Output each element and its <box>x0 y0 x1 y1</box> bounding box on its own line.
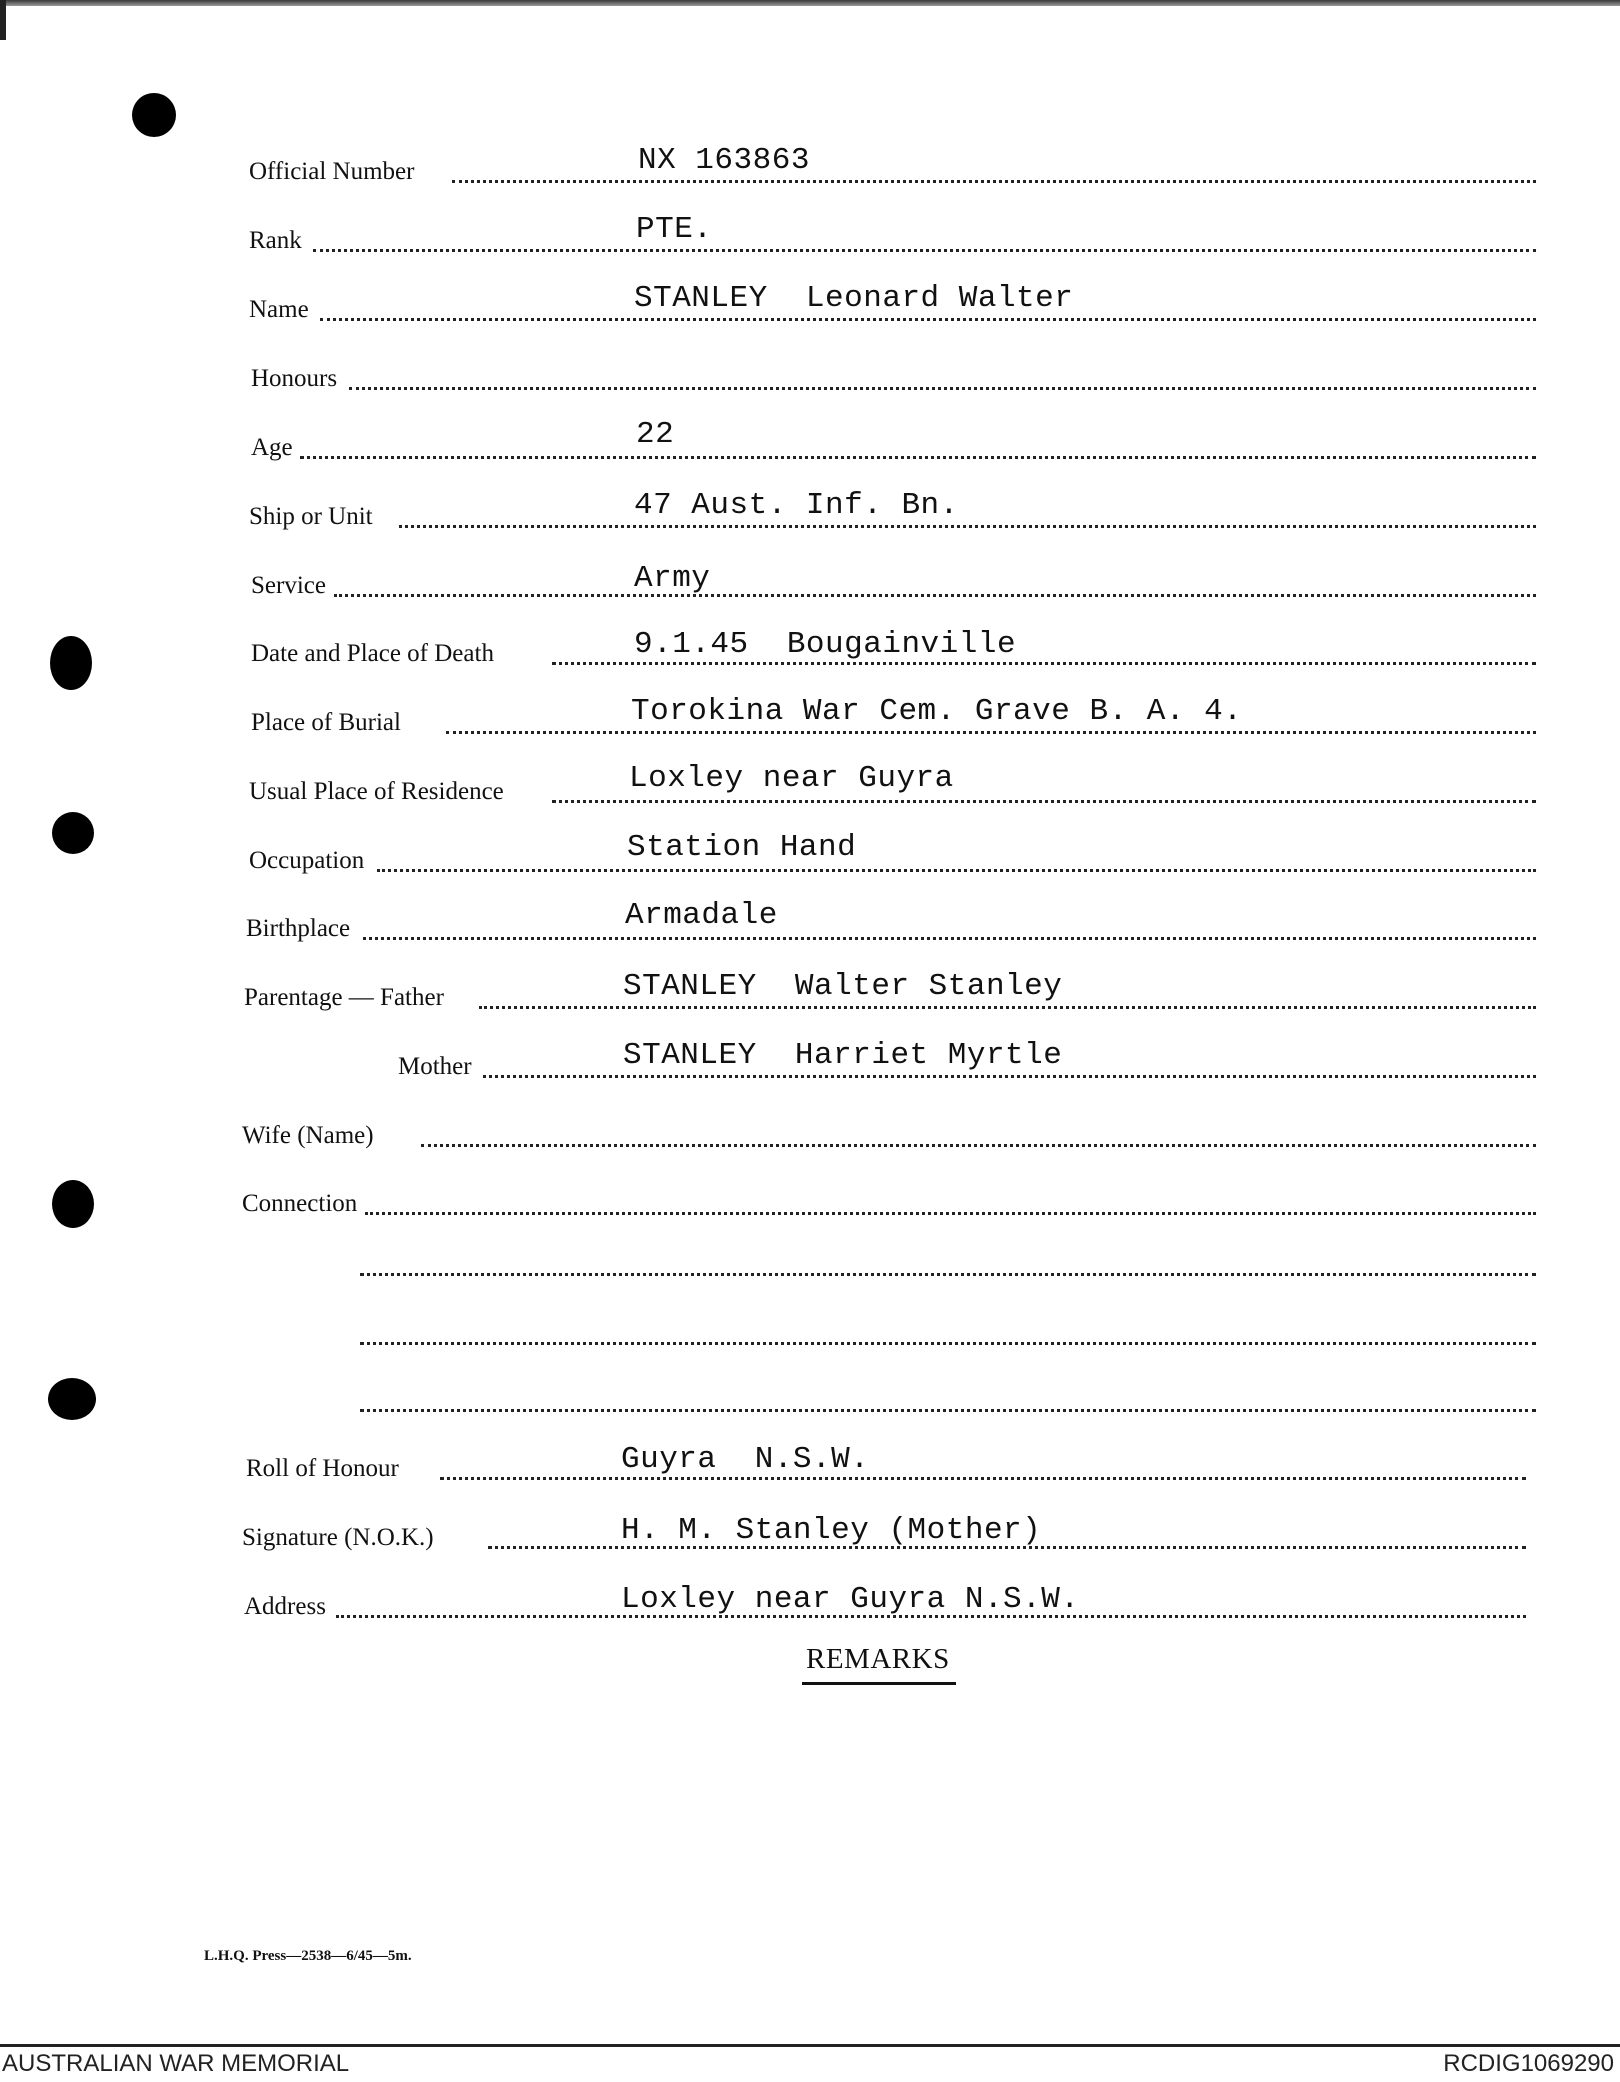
field-usual-residence <box>0 761 1620 810</box>
field-wife <box>0 1114 1620 1154</box>
field-label: Signature (N.O.K.) <box>242 1524 434 1551</box>
field-value: STANLEY Harriet Myrtle <box>623 1038 1063 1073</box>
scan-top-edge <box>0 0 1620 6</box>
field-label: Age <box>251 434 293 461</box>
field-value: Station Hand <box>627 830 857 865</box>
field-value: STANLEY Walter Stanley <box>623 969 1063 1004</box>
dotted-line <box>452 180 1536 183</box>
punch-hole-icon <box>132 93 176 137</box>
field-label: Honours <box>251 365 338 392</box>
dotted-line <box>313 249 1536 252</box>
field-ship-or-unit <box>0 488 1620 535</box>
scan-left-edge <box>0 0 6 40</box>
connection-extra-line <box>360 1273 1536 1276</box>
field-label: Parentage — Father <box>244 984 444 1011</box>
field-value: NX 163863 <box>638 143 810 178</box>
field-value: STANLEY Leonard Walter <box>634 281 1074 316</box>
field-label: Rank <box>249 227 302 254</box>
dotted-line <box>320 318 1536 321</box>
field-occupation <box>0 830 1620 879</box>
dotted-line <box>421 1144 1536 1147</box>
punch-hole-icon <box>48 1378 96 1420</box>
field-name <box>0 281 1620 328</box>
field-label: Wife (Name) <box>242 1122 374 1149</box>
dotted-line <box>365 1212 1536 1215</box>
field-value: Torokina War Cem. Grave B. A. 4. <box>631 694 1243 729</box>
field-value: 22 <box>636 417 675 452</box>
dotted-line <box>300 456 1536 459</box>
printer-note: L.H.Q. Press—2538—6/45—5m. <box>204 1948 412 1964</box>
field-connection <box>0 1182 1620 1222</box>
field-mother <box>0 1038 1620 1085</box>
field-label: Usual Place of Residence <box>249 778 504 805</box>
connection-extra-line <box>360 1409 1536 1412</box>
field-label: Mother <box>398 1053 472 1080</box>
dotted-line <box>377 869 1536 872</box>
field-place-of-burial <box>0 694 1620 741</box>
field-value: Guyra N.S.W. <box>621 1442 870 1477</box>
field-value: H. M. Stanley (Mother) <box>621 1513 1042 1548</box>
dotted-line <box>399 525 1536 528</box>
field-label: Service <box>251 572 326 599</box>
dotted-line <box>552 662 1536 665</box>
dotted-line <box>349 387 1536 390</box>
field-label: Birthplace <box>246 915 351 942</box>
field-father <box>0 969 1620 1016</box>
field-value: Army <box>634 561 711 596</box>
footer-record-id: RCDIG1069290 <box>1443 2050 1614 2077</box>
field-honours <box>0 357 1620 397</box>
field-date-place-death <box>0 627 1620 672</box>
field-value: 9.1.45 Bougainville <box>634 627 1017 662</box>
field-label: Ship or Unit <box>249 503 373 530</box>
field-label: Occupation <box>249 847 365 874</box>
dotted-line <box>440 1477 1526 1480</box>
remarks-heading: REMARKS <box>806 1643 950 1675</box>
field-value: Loxley near Guyra N.S.W. <box>621 1582 1080 1617</box>
field-value: Armadale <box>625 898 778 933</box>
dotted-line <box>446 731 1536 734</box>
field-value: Loxley near Guyra <box>629 761 954 796</box>
dotted-line <box>483 1075 1536 1078</box>
field-label: Roll of Honour <box>246 1455 399 1482</box>
dotted-line <box>363 937 1536 940</box>
field-value: PTE. <box>636 212 713 247</box>
field-official-number <box>0 143 1620 190</box>
field-label: Address <box>244 1593 326 1620</box>
dotted-line <box>552 800 1536 803</box>
field-label: Date and Place of Death <box>251 640 494 667</box>
field-birthplace <box>0 898 1620 947</box>
field-roll-of-honour <box>0 1442 1620 1487</box>
connection-extra-line <box>360 1342 1536 1345</box>
field-label: Name <box>249 296 309 323</box>
field-service <box>0 561 1620 604</box>
footer-rule <box>0 2044 1620 2047</box>
dotted-line <box>334 594 1536 597</box>
field-label: Connection <box>242 1190 358 1217</box>
field-address <box>0 1582 1620 1625</box>
field-signature <box>0 1513 1620 1556</box>
field-rank <box>0 212 1620 259</box>
field-label: Official Number <box>249 158 415 185</box>
dotted-line <box>479 1006 1536 1009</box>
field-value: 47 Aust. Inf. Bn. <box>634 488 959 523</box>
field-age <box>0 417 1620 466</box>
remarks-underline <box>802 1682 956 1685</box>
footer-institution: AUSTRALIAN WAR MEMORIAL <box>2 2050 350 2077</box>
field-label: Place of Burial <box>251 709 401 736</box>
